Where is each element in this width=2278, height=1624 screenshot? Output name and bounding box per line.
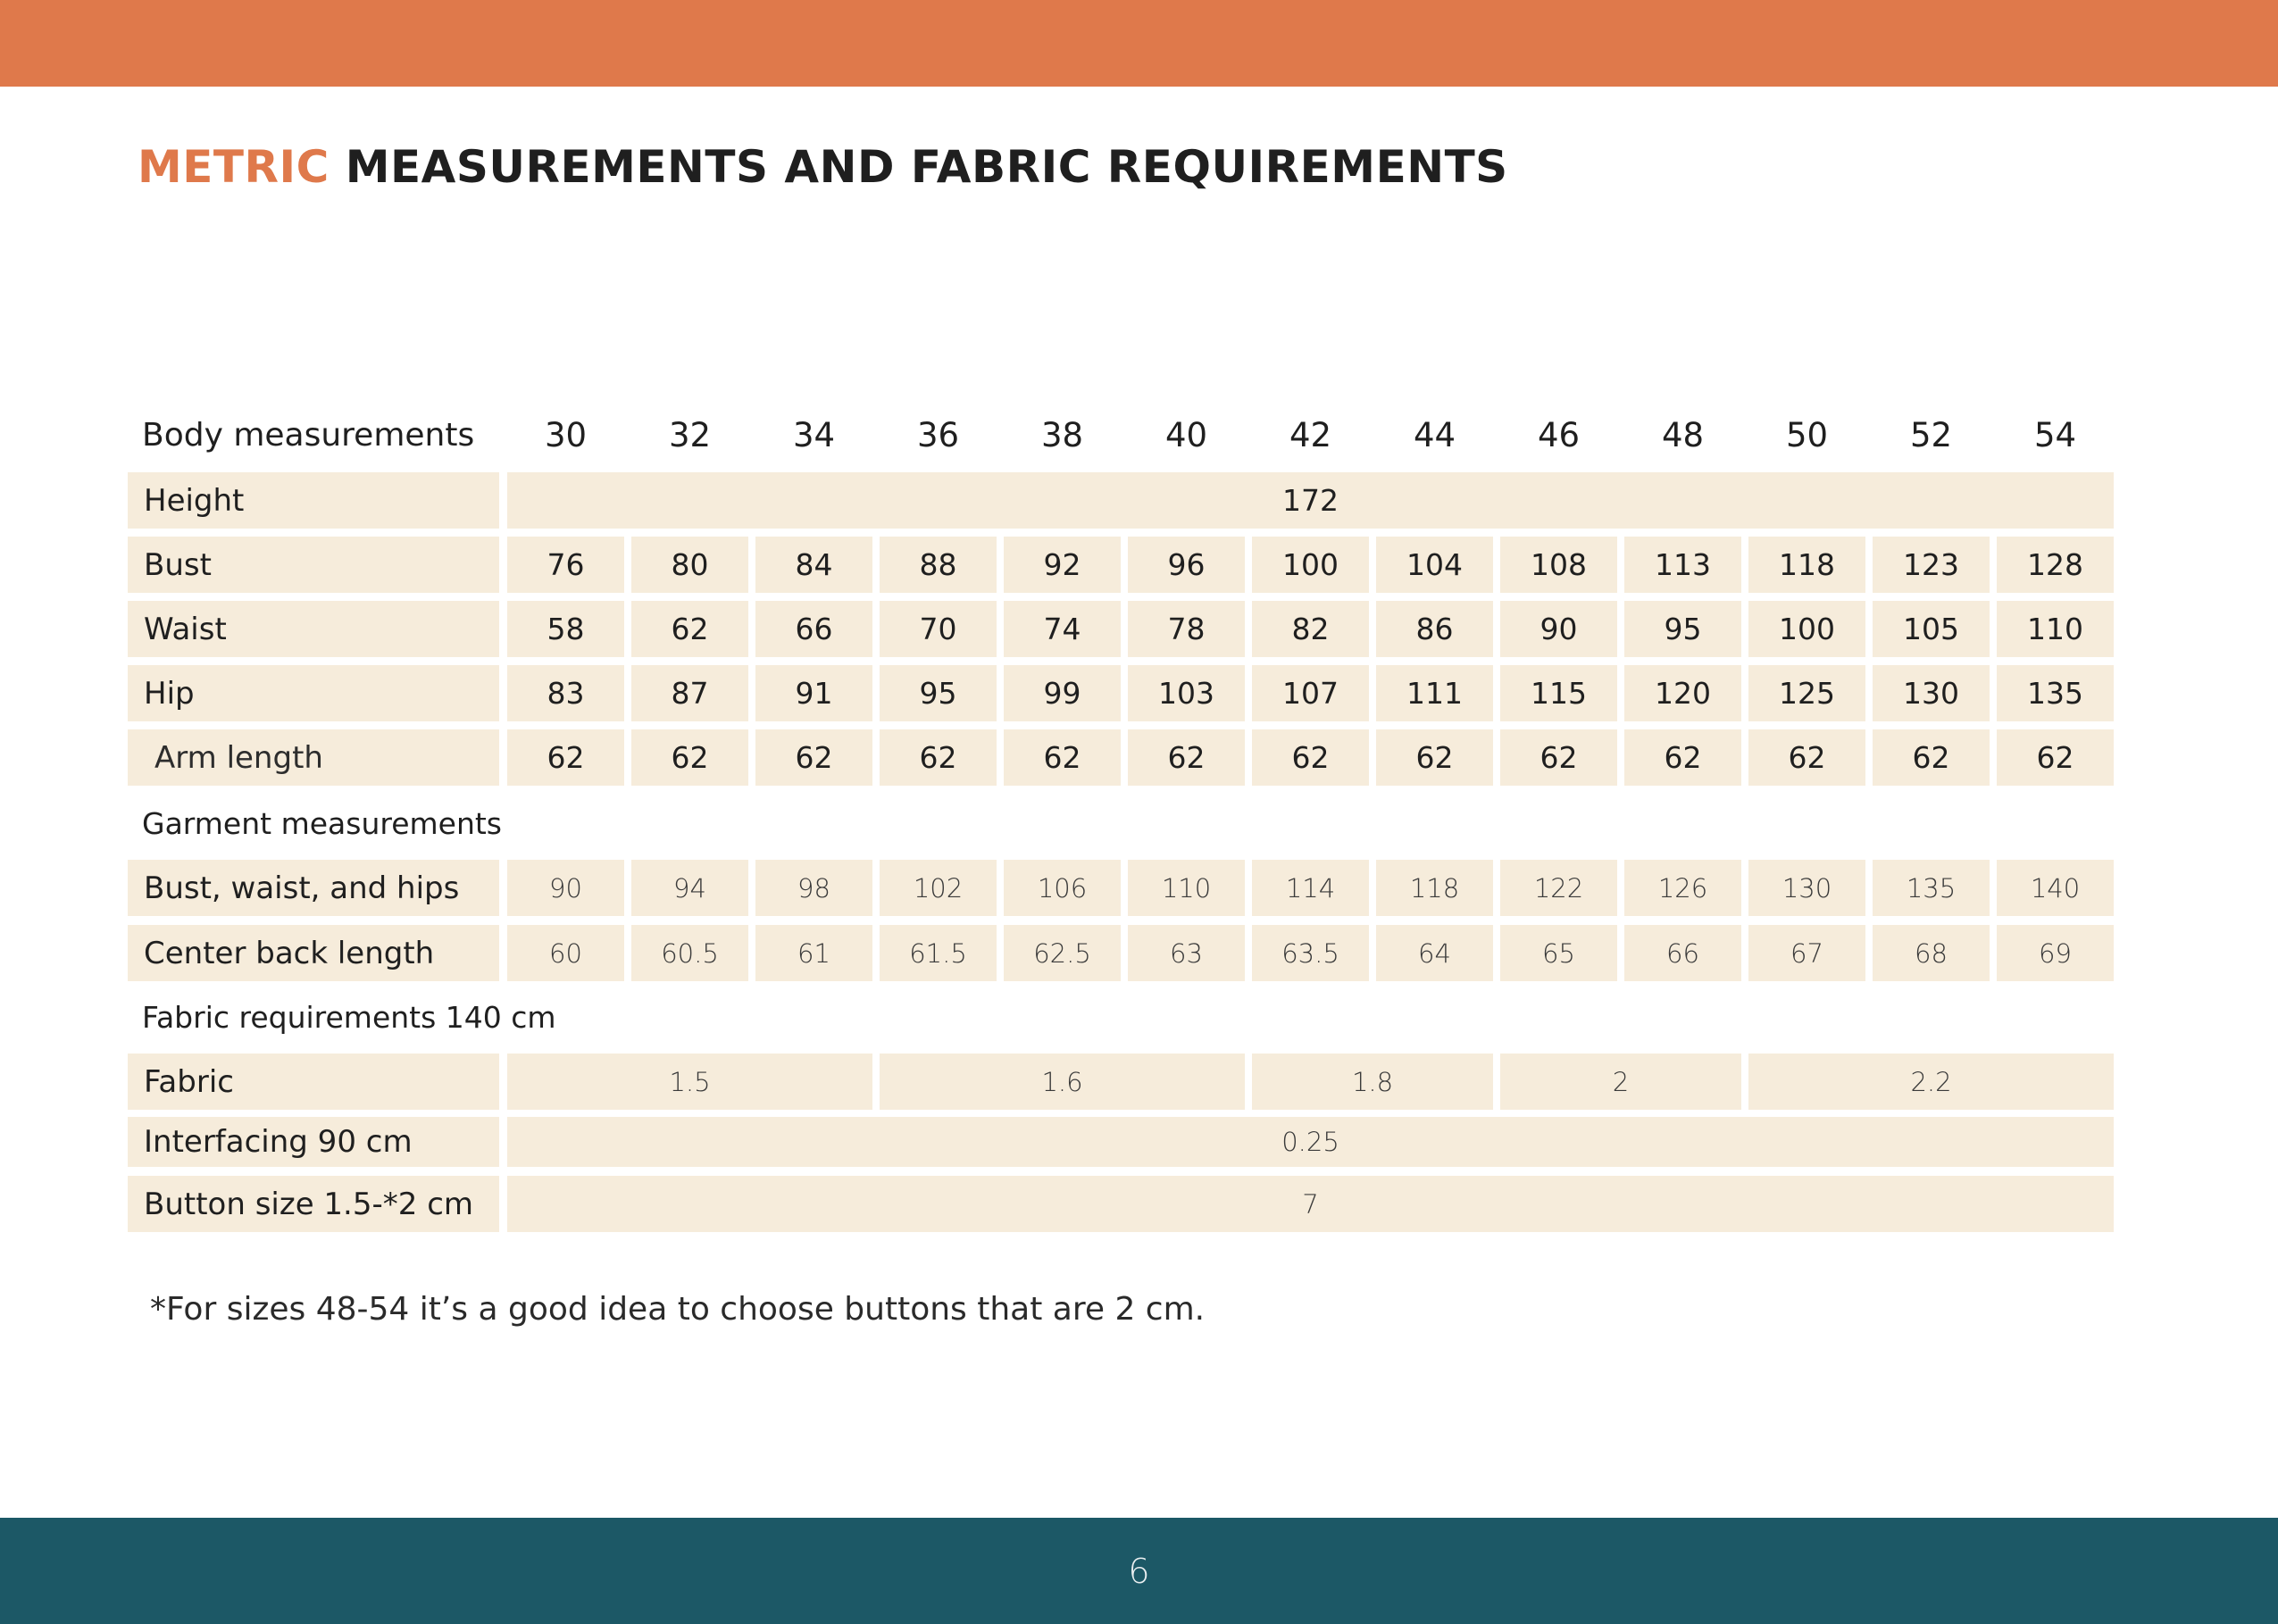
table-cell: 90	[507, 860, 624, 916]
table-cell: 62	[755, 729, 872, 786]
size-header: 42	[1289, 415, 1332, 454]
table-cell: 128	[1997, 537, 2114, 593]
fabric-section-header: Fabric requirements 140 cm	[142, 999, 556, 1035]
table-cell: 86	[1376, 601, 1493, 657]
table-cell: 60	[507, 925, 624, 981]
table-cell: 118	[1748, 537, 1865, 593]
fabric-group-cell: 1.5	[507, 1054, 872, 1110]
table-cell: 63.5	[1252, 925, 1369, 981]
table-cell: 66	[1624, 925, 1741, 981]
table-cell: 99	[1004, 665, 1121, 721]
table-cell: 140	[1997, 860, 2114, 916]
table-cell: 62	[1997, 729, 2114, 786]
table-cell: 63	[1128, 925, 1245, 981]
table-cell: 69	[1997, 925, 2114, 981]
bottom-color-band	[0, 1518, 2278, 1624]
table-cell: 122	[1500, 860, 1617, 916]
table-cell: 70	[880, 601, 997, 657]
table-cell: 111	[1376, 665, 1493, 721]
table-cell: 83	[507, 665, 624, 721]
table-cell: 130	[1748, 860, 1865, 916]
table-cell: 68	[1873, 925, 1990, 981]
size-header: 44	[1413, 415, 1456, 454]
height-value: 172	[507, 472, 2114, 529]
table-cell: 80	[631, 537, 748, 593]
table-cell: 62	[1252, 729, 1369, 786]
table-cell: 62	[880, 729, 997, 786]
row-label-buttons: Button size 1.5-*2 cm	[128, 1176, 499, 1232]
table-cell: 74	[1004, 601, 1121, 657]
table-cell: 88	[880, 537, 997, 593]
row-label: Arm length	[128, 729, 499, 786]
table-cell: 62	[631, 601, 748, 657]
title-accent: METRIC	[138, 141, 330, 193]
table-cell: 65	[1500, 925, 1617, 981]
size-header: 30	[544, 415, 588, 454]
table-cell: 126	[1624, 860, 1741, 916]
table-cell: 62	[1004, 729, 1121, 786]
table-cell: 58	[507, 601, 624, 657]
table-cell: 103	[1128, 665, 1245, 721]
table-cell: 125	[1748, 665, 1865, 721]
table-cell: 135	[1873, 860, 1990, 916]
row-label: Bust	[128, 537, 499, 593]
table-cell: 130	[1873, 665, 1990, 721]
table-cell: 64	[1376, 925, 1493, 981]
table-cell: 62	[1128, 729, 1245, 786]
table-cell: 100	[1748, 601, 1865, 657]
row-label-fabric: Fabric	[128, 1054, 499, 1110]
fabric-group-cell: 1.8	[1252, 1054, 1493, 1110]
size-header: 32	[668, 415, 712, 454]
size-header: 34	[792, 415, 836, 454]
size-header: 48	[1661, 415, 1705, 454]
table-cell: 67	[1748, 925, 1865, 981]
fabric-group-cell: 1.6	[880, 1054, 1245, 1110]
button-value: 7	[507, 1176, 2114, 1232]
table-cell: 62	[1748, 729, 1865, 786]
fabric-group-cell: 2	[1500, 1054, 1741, 1110]
table-cell: 95	[880, 665, 997, 721]
table-cell: 62	[1500, 729, 1617, 786]
interfacing-value: 0.25	[507, 1117, 2114, 1167]
table-cell: 62	[631, 729, 748, 786]
size-header: 50	[1785, 415, 1829, 454]
table-cell: 66	[755, 601, 872, 657]
table-cell: 92	[1004, 537, 1121, 593]
table-cell: 62.5	[1004, 925, 1121, 981]
table-cell: 94	[631, 860, 748, 916]
table-cell: 135	[1997, 665, 2114, 721]
table-cell: 87	[631, 665, 748, 721]
size-header: 38	[1040, 415, 1084, 454]
size-header: 46	[1537, 415, 1581, 454]
row-label: Center back length	[128, 925, 499, 981]
table-cell: 90	[1500, 601, 1617, 657]
table-cell: 61.5	[880, 925, 997, 981]
table-cell: 96	[1128, 537, 1245, 593]
row-label-interfacing: Interfacing 90 cm	[128, 1117, 499, 1167]
footnote: *For sizes 48-54 it’s a good idea to choose buttons that are 2 cm.	[150, 1291, 1206, 1328]
size-header: 40	[1164, 415, 1208, 454]
table-cell: 60.5	[631, 925, 748, 981]
table-cell: 114	[1252, 860, 1369, 916]
table-cell: 110	[1128, 860, 1245, 916]
table-cell: 62	[1376, 729, 1493, 786]
table-cell: 102	[880, 860, 997, 916]
table-cell: 108	[1500, 537, 1617, 593]
table-cell: 78	[1128, 601, 1245, 657]
table-cell: 115	[1500, 665, 1617, 721]
row-label-height: Height	[128, 472, 499, 529]
page-number: 6	[1128, 1551, 1150, 1591]
table-cell: 91	[755, 665, 872, 721]
table-cell: 76	[507, 537, 624, 593]
size-header: 36	[916, 415, 960, 454]
row-label: Bust, waist, and hips	[128, 860, 499, 916]
table-cell: 104	[1376, 537, 1493, 593]
table-cell: 84	[755, 537, 872, 593]
table-cell: 82	[1252, 601, 1369, 657]
row-label: Waist	[128, 601, 499, 657]
body-measurements-header: Body measurements	[142, 416, 475, 454]
table-cell: 118	[1376, 860, 1493, 916]
table-cell: 106	[1004, 860, 1121, 916]
table-cell: 123	[1873, 537, 1990, 593]
table-cell: 107	[1252, 665, 1369, 721]
row-label: Hip	[128, 665, 499, 721]
table-cell: 62	[1624, 729, 1741, 786]
table-cell: 62	[1873, 729, 1990, 786]
table-cell: 113	[1624, 537, 1741, 593]
garment-section-header: Garment measurements	[142, 805, 502, 841]
table-cell: 105	[1873, 601, 1990, 657]
table-cell: 95	[1624, 601, 1741, 657]
size-header: 52	[1909, 415, 1953, 454]
fabric-group-cell: 2.2	[1748, 1054, 2114, 1110]
title-rest: MEASUREMENTS AND FABRIC REQUIREMENTS	[345, 141, 1508, 193]
table-cell: 110	[1997, 601, 2114, 657]
table-cell: 98	[755, 860, 872, 916]
table-cell: 100	[1252, 537, 1369, 593]
table-cell: 62	[507, 729, 624, 786]
table-cell: 120	[1624, 665, 1741, 721]
table-cell: 61	[755, 925, 872, 981]
size-header: 54	[2033, 415, 2077, 454]
